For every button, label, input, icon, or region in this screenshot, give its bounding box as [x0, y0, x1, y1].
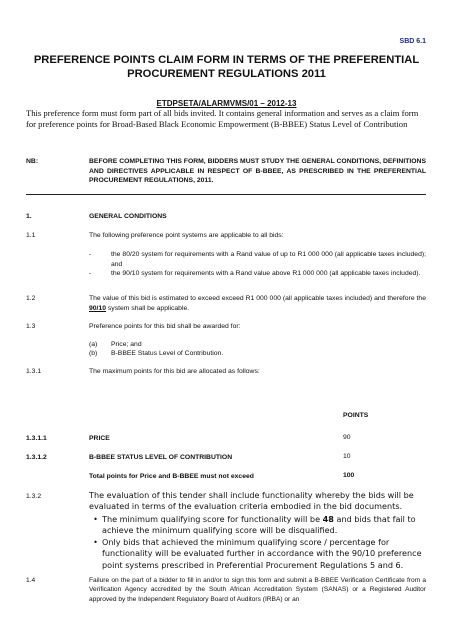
bullet-text-part: and bids that fail to achieve the minimum qualifying score will be disqualified. — [102, 514, 416, 536]
list-text: the 90/10 system for requirements with a Rand value above R1 000 000 (all applicable taxes included). — [111, 270, 421, 277]
clause-number: 1.4 — [26, 577, 36, 584]
section-number: 1. — [26, 213, 32, 220]
clause-text-part: The value of this bid is estimated to exceed exceed R1 000 000 (all applicable taxes included) and therefore the — [89, 295, 426, 302]
clause-1-3 — [26, 322, 426, 332]
section-title: GENERAL CONDITIONS — [89, 213, 167, 220]
divider-line — [26, 194, 426, 195]
row-number: 1.3.1.2 — [26, 454, 47, 461]
clause-text: The following preference point systems are applicable to all bids: — [89, 232, 284, 239]
nb-text: BEFORE COMPLETING THIS FORM, BIDDERS MUST STUDY THE GENERAL CONDITIONS, DEFINITIONS AND DIRECTIVES APPLICABLE IN RESPECT OF B-BBEE, AS PRESCRIBED IN THE PREFERENTIAL PROCUREMENT REGULATIONS, 2011. — [89, 158, 426, 185]
list-marker: - — [89, 251, 92, 258]
bullet-item — [89, 514, 426, 537]
row-label: PRICE — [89, 435, 110, 442]
bullet-icon: • — [93, 537, 98, 547]
intro-paragraph: This preference form must form part of all bids invited. It contains general information and serves as a claim form for preference points for Broad-Based Black Economic Empowerment (B-BBEE) Status Level of Contribution — [26, 108, 419, 129]
clause-text-part: system shall be applicable. — [106, 304, 190, 312]
clause-number: 1.3.1 — [26, 368, 42, 375]
bullet-text — [102, 514, 426, 537]
points-row-bbbee — [26, 453, 426, 463]
list-marker: - — [89, 270, 92, 277]
clause-number: 1.1 — [26, 232, 36, 239]
clause-text: The maximum points for this bid are allocated as follows: — [89, 368, 260, 375]
points-total-label: Total points for Price and B-BBEE must not exceed — [89, 473, 254, 480]
bullet-item — [89, 537, 426, 571]
points-total-value: 100 — [343, 472, 355, 479]
row-label: B-BBEE STATUS LEVEL OF CONTRIBUTION — [89, 454, 233, 461]
bid-reference: ETDPSETA/ALARMVMS/01 – 2012-13 — [156, 99, 297, 108]
list-item — [89, 250, 426, 269]
clause-1-4 — [26, 576, 426, 604]
points-system: 90/10 — [89, 304, 107, 312]
list-item — [89, 349, 426, 359]
min-score: 48 — [322, 514, 334, 524]
document-title — [26, 53, 427, 81]
list-item — [89, 269, 426, 279]
title-line-2: PROCUREMENT REGULATIONS 2011 — [127, 68, 326, 80]
bullet-icon: • — [93, 514, 98, 524]
clause-number: 1.3.2 — [26, 493, 42, 500]
list-text: Price; and — [111, 341, 142, 348]
list-marker: (a) — [89, 341, 98, 348]
clause-1-3-2-text: The evaluation of this tender shall include functionality whereby the bids will be evaluated in terms of the evaluation criteria embodied in the bid documents. — [89, 490, 414, 512]
row-number: 1.3.1.1 — [26, 435, 47, 442]
clause-1-2 — [26, 294, 426, 313]
bullet-text: Only bids that achieved the minimum qualifying score / percentage for functionality will be evaluated further in accordance with the 90/10 preference point systems prescribed in Preferential Procurement Regulations 5 and 6. — [102, 537, 422, 570]
list-text: B-BBEE Status Level of Contribution. — [111, 350, 224, 357]
nb-notice — [26, 157, 426, 186]
title-line-1: PREFERENCE POINTS CLAIM FORM IN TERMS OF THE PREFERENTIAL — [33, 54, 420, 66]
clause-text — [89, 294, 426, 313]
bullet-text-part: The minimum qualifying score for functionality will be — [102, 514, 323, 524]
points-value-price: 90 — [343, 434, 351, 441]
list-text: the 80/20 system for requirements with a Rand value of up to R1 000 000 (all applicable taxes included); and — [111, 251, 426, 268]
points-value-bbbee: 10 — [343, 453, 351, 460]
list-marker: (b) — [89, 350, 98, 357]
points-header: POINTS — [343, 412, 369, 419]
clause-number: 1.2 — [26, 295, 36, 302]
clause-text: Preference points for this bid shall be awarded for: — [89, 323, 241, 330]
form-code: SBD 6.1 — [399, 38, 426, 45]
points-row-price — [26, 434, 426, 444]
clause-1-3-1 — [26, 367, 426, 377]
clause-number: 1.3 — [26, 323, 36, 330]
clause-1-1 — [26, 231, 426, 241]
clause-text: Failure on the part of a bidder to fill in and/or to sign this form and submit a B-BBEE Verification Certificate from a Verification Agency accredited by the South African Accreditation System (SANAS) or a Registered Auditor approved by the Independent Regulatory Board of Auditors (IRBA) or an — [89, 577, 426, 603]
section-heading — [26, 212, 426, 222]
nb-label: NB: — [26, 158, 39, 165]
